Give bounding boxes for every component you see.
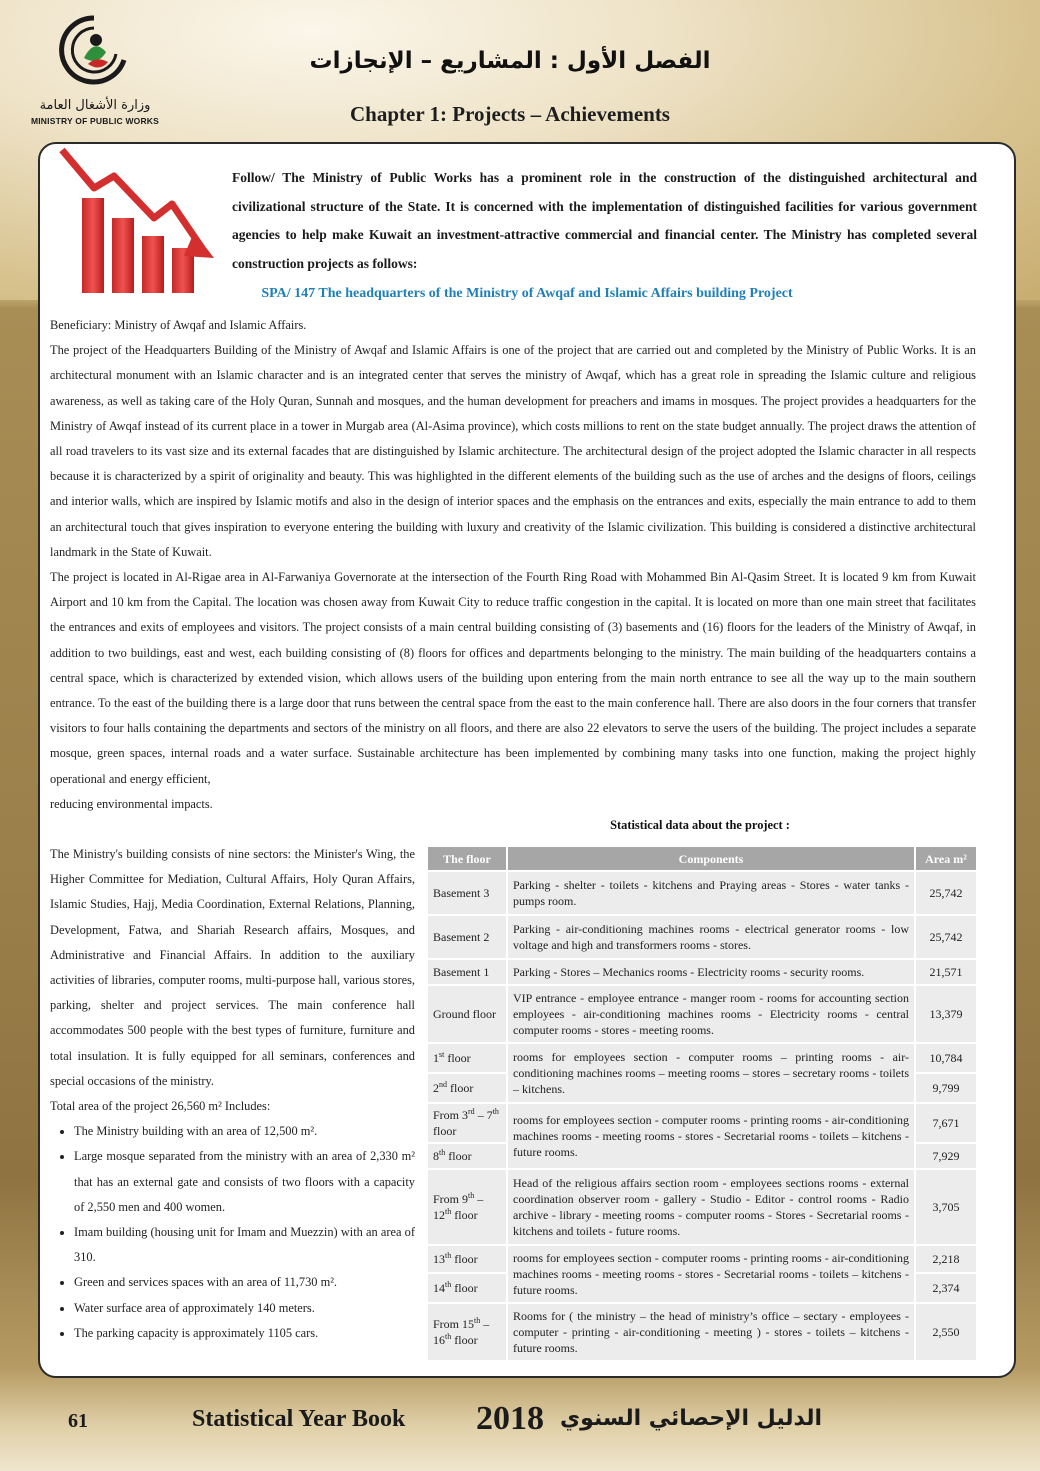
header-components: Components <box>507 846 915 871</box>
table-row <box>427 871 977 915</box>
total-area-line: Total area of the project 26,560 m² Includes: <box>50 1099 271 1114</box>
project-title: SPA/ 147 The headquarters of the Ministry of Awqaf and Islamic Affairs building Project <box>261 286 793 301</box>
book-title-ar: الدليل الإحصائي السنوي <box>560 1406 823 1431</box>
components-cell: rooms for employees section - computer rooms – printing rooms - air-conditioning machines rooms – meeting rooms – stores – secretary rooms - toilets – kitchens. <box>507 1043 915 1103</box>
components-cell: Parking - shelter - toilets - kitchens and Praying areas - Stores - water tanks - pumps room. <box>507 871 915 915</box>
area-cell: 3,705 <box>915 1169 977 1245</box>
floor-cell: 1st floor <box>427 1043 507 1073</box>
header-area: Area m² <box>915 846 977 871</box>
area-cell: 7,929 <box>915 1143 977 1169</box>
floor-cell: Basement 2 <box>427 915 507 959</box>
floor-cell: From 3rd – 7th floor <box>427 1103 507 1143</box>
components-cell: VIP entrance - employee entrance - manger room - rooms for accounting section employees - air-conditioning machines rooms - Electricity rooms - central computer rooms - stores - meeting rooms. <box>507 985 915 1043</box>
table-row <box>427 1245 977 1273</box>
book-title: Statistical Year Book <box>192 1406 406 1432</box>
floor-cell: From 9th – 12th floor <box>427 1169 507 1245</box>
table-row <box>427 985 977 1043</box>
table-header-row <box>427 846 977 871</box>
stats-title: Statistical data about the project : <box>610 818 790 832</box>
intro-paragraph: Follow/ The Ministry of Public Works has a prominent role in the construction of the distinguished architectural and civilizational structure of the State. It is concerned with the implementation of distinguished facilities for various government agencies to help make Kuwait an investment-attractive commercial and financial center. The Ministry has completed several construction projects as follows: <box>232 170 977 271</box>
stats-table <box>426 845 978 1362</box>
table-row <box>427 959 977 985</box>
components-cell: rooms for employees section - computer rooms - printing rooms - air-conditioning machines rooms - meeting rooms - stores - Secretarial rooms - toilets – kitchens - future rooms. <box>507 1245 915 1303</box>
logo-emblem-icon <box>58 14 130 86</box>
beneficiary-line: Beneficiary: Ministry of Awqaf and Islamic Affairs. <box>50 318 307 332</box>
area-cell: 2,218 <box>915 1245 977 1273</box>
area-cell: 2,374 <box>915 1273 977 1303</box>
chapter-title-en: Chapter 1: Projects – Achievements <box>350 102 670 126</box>
floor-cell: 13th floor <box>427 1245 507 1273</box>
floor-cell: From 15th – 16th floor <box>427 1303 507 1361</box>
page-number: 61 <box>68 1410 88 1432</box>
declining-chart-icon <box>54 148 224 298</box>
components-cell: Parking - Stores – Mechanics rooms - Electricity rooms - security rooms. <box>507 959 915 985</box>
ministry-name-en: MINISTRY OF PUBLIC WORKS <box>30 116 160 126</box>
table-row <box>427 915 977 959</box>
project-description <box>50 313 976 817</box>
area-cell: 10,784 <box>915 1043 977 1073</box>
table-row <box>427 1043 977 1073</box>
floor-cell: Ground floor <box>427 985 507 1043</box>
location-paragraph: The project is located in Al-Rigae area in Al-Farwaniya Governorate at the intersection of the Fourth Ring Road with Mohammed Bin Al-Qasim Street. It is located 9 km from Kuwait Airport and 10 km from the Capital. The location was chosen away from Kuwait City to reduce traffic congestion in the capital. It is located on more than one main street that facilitates the entrances and exits of employees and visitors. The project consists of a main central building consisting of (3) basements and (16) floors for the leaders of the Ministry of Awqaf, in addition to two buildings, east and west, each building consisting of (8) floors for offices and departments belonging to the ministry. The main building of the headquarters contains a central space, which is characterized by extended vision, which allows users of the building upon entering from the main north entrance to see all the way up to the main southern entrance. To the east of the building there is a large door that runs between the central space from the east to the main conference hall. There are also doors in the four corners that transfer visitors to four halls containing the departments and sectors of the ministry on all floors, and there are also 22 elevators to serve the users of the building. The project includes a separate mosque, green spaces, internal roads and a water surface. Sustainable architecture has been implemented by combining many tasks into one function, making the project highly operational and energy efficient, <box>50 570 976 786</box>
floor-cell: Basement 3 <box>427 871 507 915</box>
floor-cell: 2nd floor <box>427 1073 507 1103</box>
table-row <box>427 1169 977 1245</box>
description-paragraph: The project of the Headquarters Building of the Ministry of Awqaf and Islamic Affairs is one of the project that are carried out and completed by the Ministry of Public Works. It is an architectural monument with an Islamic character and is an integrated center that serves the ministry of Awqaf, which has a great role in spreading the Islamic culture and religious awareness, as well as taking care of the Holy Quran, Sunnah and mosques, and the human development for preachers and imams in mosques. The project provides a headquarters for the Ministry of Awqaf instead of its current place in a tower in Murgab area (Al-Asima province), which costs millions to rent on the state budget annually. The project draws the attention of all road travelers to its vast size and its external facades that are distinguished by Islamic architecture. The architectural design of the project adopted the Islamic character in all respects because it is characterized by a spirit of originality and beauty. This was highlighted in the different elements of the building such as the use of arches and the designs of floors, ceilings and interior walls, which are inspired by Islamic motifs and also in the design of interior spaces and the emphasis on the entrances and exits, especially the main entrance to add to them an architectural touch that gives inspiration to everyone entering the building with luxury and creativity of the Islamic civilization. This building is considered a distinctive architectural landmark in the State of Kuwait. <box>50 343 976 559</box>
area-cell: 25,742 <box>915 915 977 959</box>
chapter-title-ar: الفصل الأول : المشاريع – الإنجازات <box>309 48 711 74</box>
ministry-logo <box>30 14 160 126</box>
sectors-paragraph: The Ministry's building consists of nine sectors: the Minister's Wing, the Higher Committee for Mediation, Cultural Affairs, Holy Quran Affairs, Islamic Studies, Hajj, Media Coordination, External Relations, Planning, Development, Fatwa, and Shariah Research affairs, Mosques, and Administrative and Financial Affairs. In addition to the auxiliary activities of libraries, computer rooms, multi-purpose hall, various stores, parking, shelter and project services. The main conference hall accommodates 500 people with the best types of furniture, furniture and total insulation. It is fully equipped for all seminars, conferences and special occasions of the ministry. <box>50 847 415 1088</box>
components-cell: rooms for employees section - computer rooms - printing rooms - air-conditioning machines rooms - meeting rooms - stores - Secretarial rooms - toilets – kitchens - future rooms. <box>507 1103 915 1169</box>
location-paragraph-end: reducing environmental impacts. <box>50 796 213 811</box>
floor-cell: Basement 1 <box>427 959 507 985</box>
list-item: • The Ministry building with an area of 12,500 m². <box>74 1119 415 1144</box>
list-item: • Imam building (housing unit for Imam and Muezzin) with an area of 310. <box>74 1220 415 1270</box>
components-cell: Parking - air-conditioning machines rooms - electrical generator rooms - low voltage and high and transformers rooms - stores. <box>507 915 915 959</box>
components-cell: Rooms for ( the ministry – the head of ministry’s office – sectary - employees - computer - printing - air-conditioning - meeting ) - stores - toilets – kitchens - future rooms. <box>507 1303 915 1361</box>
area-cell: 21,571 <box>915 959 977 985</box>
components-cell: Head of the religious affairs section room - employees sections rooms - external coordination observer room - gallery - Studio - Editor - control rooms - Radio archive - library - meeting rooms - computer rooms - Stores - Secretarial rooms - kitchens and toilets - future rooms. <box>507 1169 915 1245</box>
area-cell: 7,671 <box>915 1103 977 1143</box>
table-row <box>427 1103 977 1143</box>
area-cell: 13,379 <box>915 985 977 1043</box>
floor-cell: 8th floor <box>427 1143 507 1169</box>
list-item: • Large mosque separated from the ministry with an area of 2,330 m² that has an external gate and consists of two floors with a capacity of 2,550 men and 400 women. <box>74 1144 415 1220</box>
floor-cell: 14th floor <box>427 1273 507 1303</box>
area-cell: 25,742 <box>915 871 977 915</box>
area-list <box>50 1119 415 1346</box>
area-cell: 2,550 <box>915 1303 977 1361</box>
table-row <box>427 1303 977 1361</box>
sectors-column <box>50 842 415 1346</box>
list-item: • Green and services spaces with an area of 11,730 m². <box>74 1270 415 1295</box>
book-year: 2018 <box>476 1400 544 1437</box>
list-item: • Water surface area of approximately 140 meters. <box>74 1296 415 1321</box>
ministry-name-ar: وزارة الأشغال العامة <box>39 98 151 113</box>
area-cell: 9,799 <box>915 1073 977 1103</box>
list-item: • The parking capacity is approximately 1105 cars. <box>74 1321 415 1346</box>
header-floor: The floor <box>427 846 507 871</box>
